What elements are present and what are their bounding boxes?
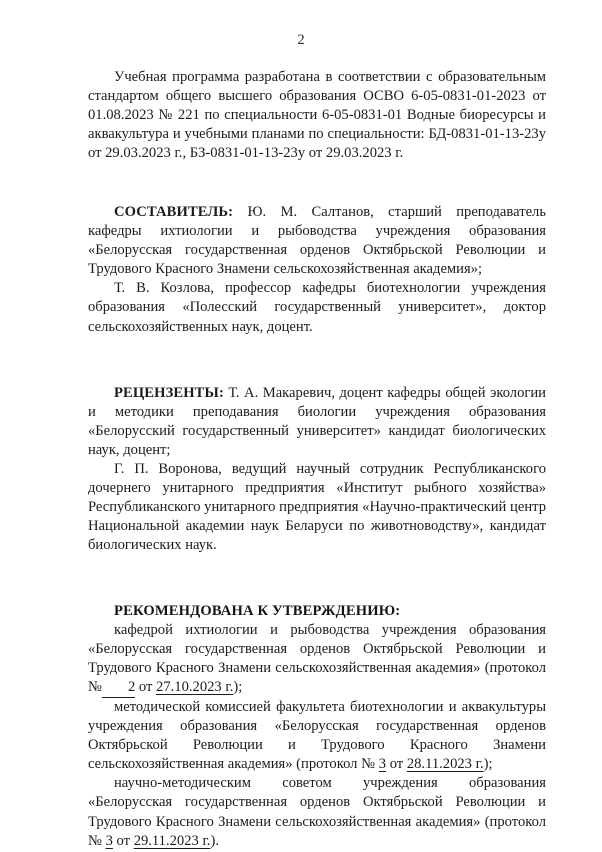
- compiler-entry-1: [88, 203, 546, 279]
- approval-item-1-protocol-number: 2: [102, 678, 135, 698]
- approval-item-3-suffix: ).: [210, 832, 219, 849]
- approval-item-2-date: 28.11.2023 г.: [406, 756, 484, 773]
- approval-item-2: [88, 698, 546, 774]
- spacer-after-compiler: [88, 337, 546, 384]
- approval-item-2-body: методической комиссией факультета биотехнологии и аквакультуры учреждения образования «Белорусская государственная орденов Октябрьской Революции и Трудового Красного Знамени сельскохозяйственная академия» (протокол: [88, 699, 546, 773]
- compiler-entry-1-text: Ю. М. Салтанов, старший преподаватель кафедры ихтиологии и рыбоводства учреждения образования «Белорусская государственная орденов Октябрьской Революции и Трудового Красного Знамени сельскохозяйственная академия»;: [88, 204, 546, 278]
- approval-item-2-suffix: );: [483, 756, 493, 773]
- approval-item-1-body: кафедрой ихтиологии и рыбоводства учреждения образования «Белорусская государственная орденов Октябрьской Революции и Трудового Красного Знамени сельскохозяйственная академия» (протокол: [88, 622, 546, 677]
- approval-item-1: [88, 621, 546, 698]
- approval-item-3-protocol-number: 3: [105, 832, 113, 849]
- approval-item-2-protocol-label: №: [361, 756, 376, 773]
- approval-heading: РЕКОМЕНДОВАНА К УТВЕРЖДЕНИЮ:: [114, 602, 401, 619]
- reviewers-entry-1-text: Т. А. Макаревич, доцент кафедры общей экологии и методики преподавания биологии учреждения образования «Белорусский государственный университет» кандидат биологических наук, доцент;: [88, 384, 546, 458]
- page-number: 2: [297, 32, 305, 48]
- approval-item-3-body: научно-методическим советом учреждения образования «Белорусская государственная орденов Октябрьской Революции и Трудового Красного Знамени сельскохозяйственная академия» (протокол: [88, 775, 546, 830]
- intro-paragraph: Учебная программа разработана в соответствии с образовательным стандартом общего высшего образования ОСВО 6-05-0831-01-2023 от 01.08.2023 № 221 по специальности 6-05-0831-01 Водные биоресурсы и аквакультура и учебными планами по специальности: БД-0831-01-13-23у от 29.03.2023 г., БЗ-0831-01-13-23у от 29.03.2023 г.: [88, 69, 546, 162]
- approval-item-3: [88, 774, 546, 850]
- approval-item-1-suffix: );: [233, 679, 243, 696]
- approval-item-3-date: 29.11.2023 г.: [133, 832, 211, 849]
- approval-item-2-protocol-number: 3: [378, 756, 387, 773]
- approval-item-2-date-prefix: от: [389, 756, 404, 773]
- approval-item-3-date-prefix: от: [116, 832, 131, 849]
- reviewers-entry-2: Г. П. Воронова, ведущий научный сотрудник Республиканского дочернего унитарного предприятия «Институт рыбного хозяйства» Республиканского унитарного предприятия «Научно-практический центр Национальной академии наук Беларуси по животноводству», кандидат биологических наук.: [88, 460, 546, 553]
- document-body: [88, 68, 546, 851]
- approval-item-1-protocol-label: №: [88, 679, 102, 696]
- reviewers-entry-1: [88, 384, 546, 460]
- spacer-after-intro: [88, 163, 546, 203]
- spacer-after-reviewers: [88, 555, 546, 602]
- approval-item-1-date: 27.10.2023 г.: [156, 679, 234, 696]
- approval-item-1-date-prefix: от: [138, 679, 153, 696]
- reviewers-label: РЕЦЕНЗЕНТЫ:: [114, 384, 224, 401]
- compiler-label: СОСТАВИТЕЛЬ:: [114, 204, 234, 221]
- approval-item-3-protocol-label: №: [88, 832, 102, 849]
- compiler-entry-2: Т. В. Козлова, профессор кафедры биотехнологии учреждения образования «Полесский государственный университет», доктор сельскохозяйственных наук, доцент.: [88, 280, 546, 335]
